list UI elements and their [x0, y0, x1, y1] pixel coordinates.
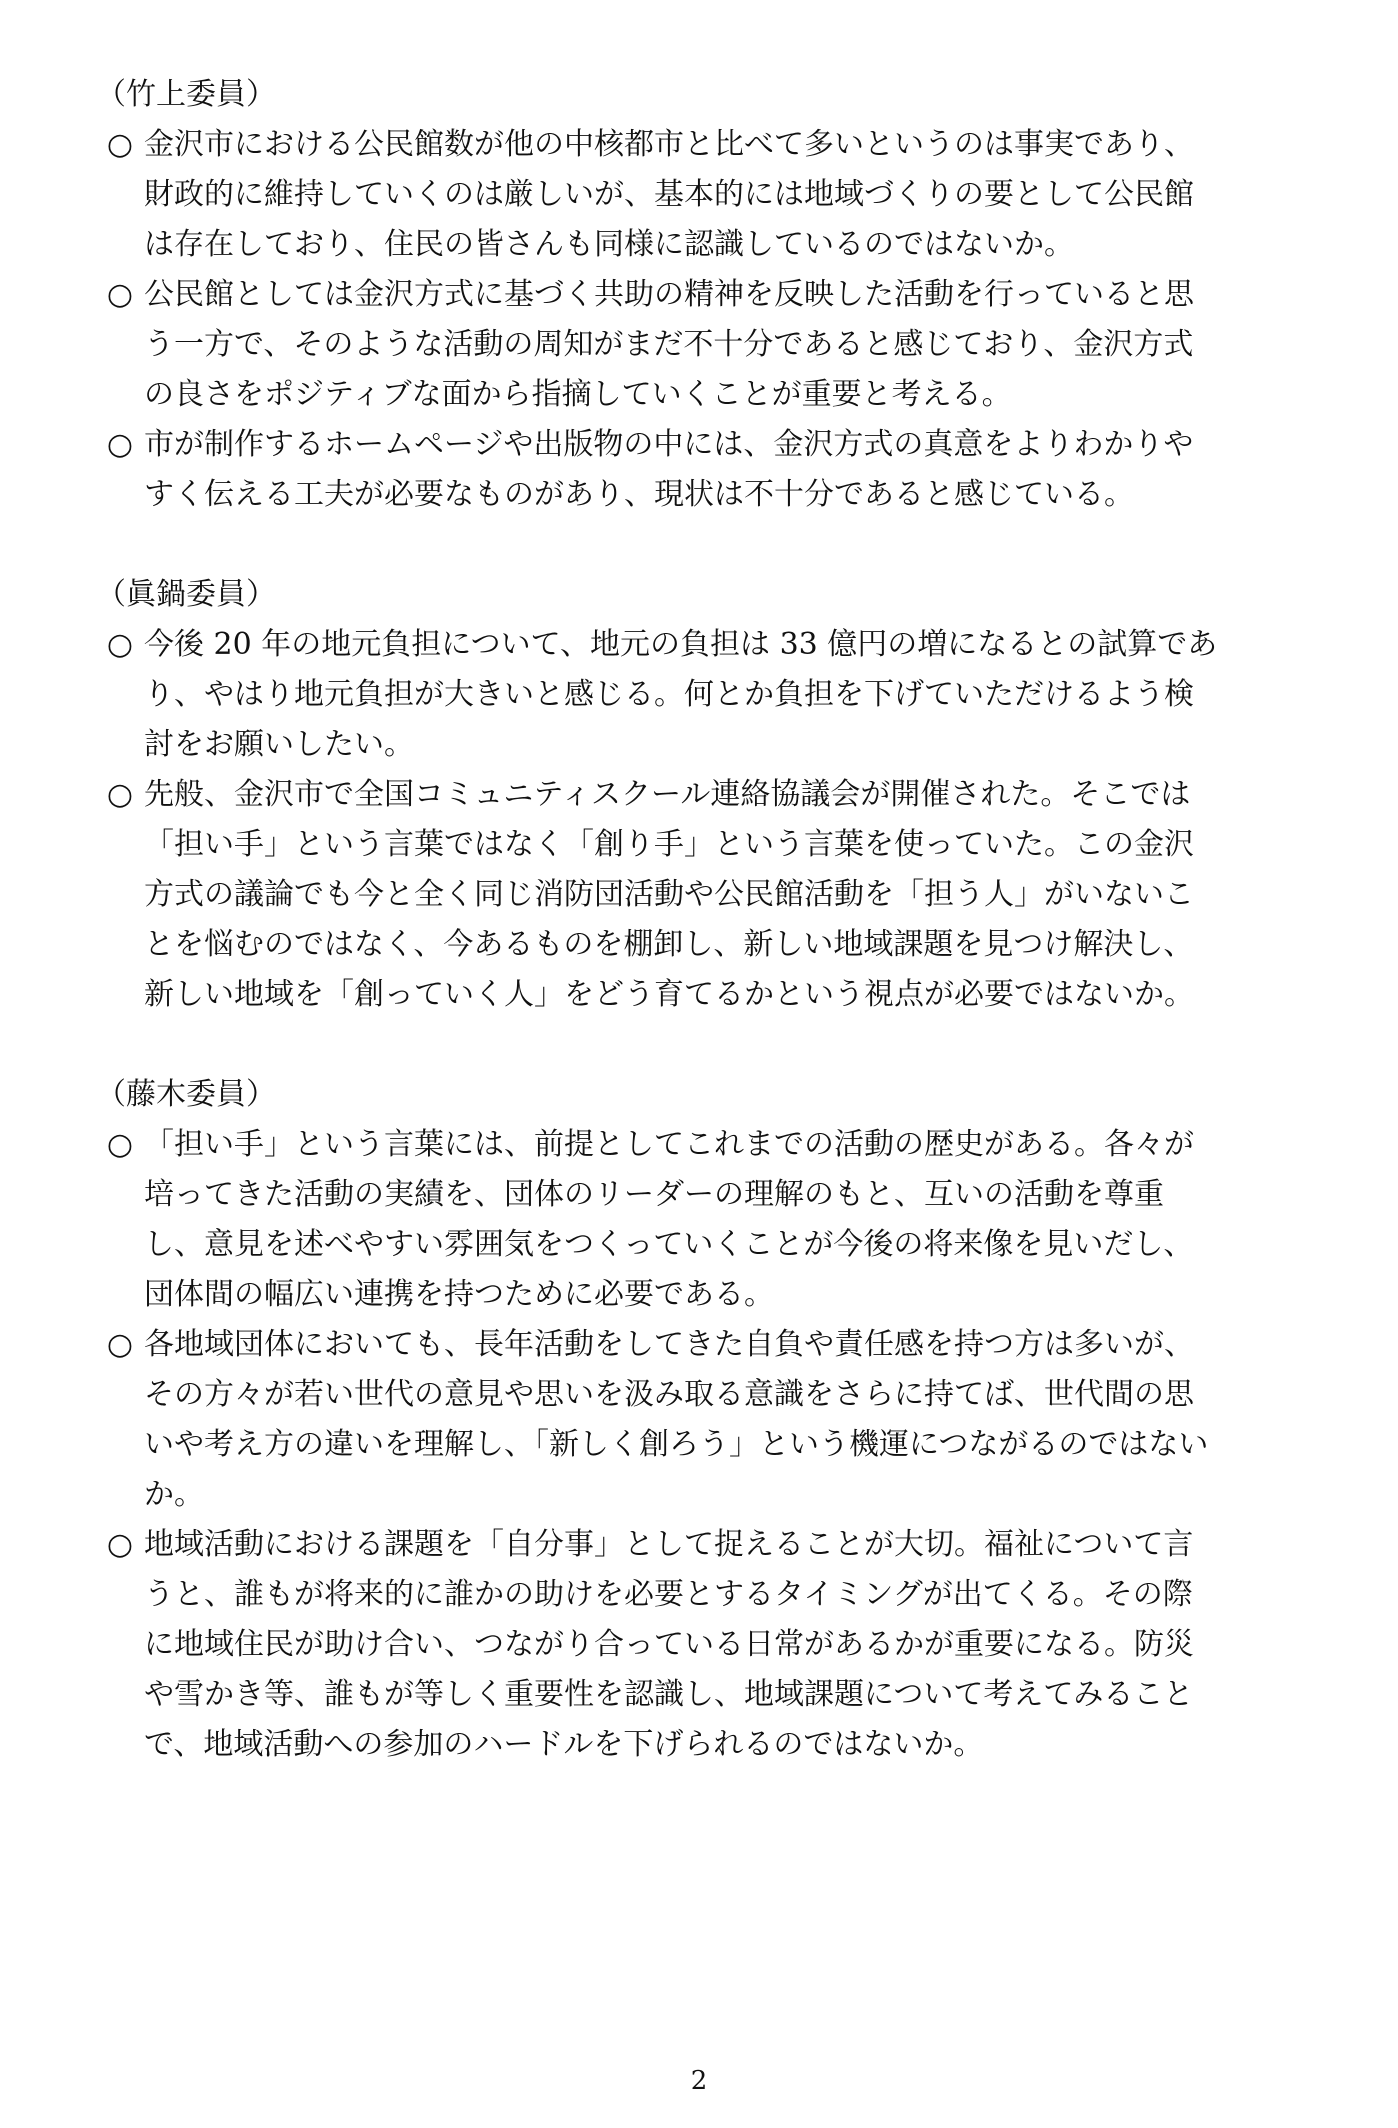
comment-item: [96, 620, 1336, 770]
comment-line: いや考え方の違いを理解し、「新しく創ろう」という機運につながるのではない: [144, 1427, 1209, 1462]
comment-item: [96, 120, 1336, 270]
comment-text: [144, 1120, 1336, 1320]
comment-line: に地域住民が助け合い、つながり合っている日常があるかが重要になる。防災: [144, 1627, 1194, 1662]
comment-line: で、地域活動への参加のハードルを下げられるのではないか。: [144, 1727, 984, 1762]
circle-bullet-icon: ○: [106, 127, 134, 162]
circle-bullet-icon: ○: [106, 1327, 134, 1362]
comment-line: うと、誰もが将来的に誰かの助けを必要とするタイミングが出てくる。その際: [144, 1577, 1193, 1612]
comment-line: 財政的に維持していくのは厳しいが、基本的には地域づくりの要として公民館: [144, 177, 1194, 212]
comment-line: 団体間の幅広い連携を持つために必要である。: [144, 1277, 774, 1312]
comment-line: 金沢市における公民館数が他の中核都市と比べて多いというのは事実であり、: [144, 127, 1194, 162]
comment-line: 「担い手」という言葉には、前提としてこれまでの活動の歴史がある。各々が: [144, 1127, 1194, 1162]
comment-item: [96, 1520, 1336, 1770]
comment-line: 「担い手」という言葉ではなく「創り手」という言葉を使っていた。この金沢: [144, 827, 1194, 862]
comment-text: [144, 120, 1336, 270]
comment-text: [144, 1520, 1336, 1770]
circle-bullet-icon: ○: [106, 277, 134, 312]
comment-line: し、意見を述べやすい雰囲気をつくっていくことが今後の将来像を見いだし、: [144, 1227, 1194, 1262]
page-number: 2: [690, 2066, 708, 2096]
comment-line: 培ってきた活動の実績を、団体のリーダーの理解のもと、互いの活動を尊重: [144, 1177, 1164, 1212]
speaker-heading: （竹上委員）: [96, 77, 276, 112]
comment-text: [144, 1320, 1336, 1520]
comment-line: 市が制作するホームページや出版物の中には、金沢方式の真意をよりわかりや: [144, 427, 1194, 462]
comment-line: 先般、金沢市で全国コミュニティスクール連絡協議会が開催された。そこでは: [144, 777, 1191, 812]
speaker-section: [96, 1070, 1336, 1770]
comment-item: [96, 420, 1336, 520]
comment-line: や雪かき等、誰もが等しく重要性を認識し、地域課題について考えてみること: [144, 1677, 1194, 1712]
circle-bullet-icon: ○: [106, 777, 134, 812]
comment-item: [96, 1120, 1336, 1320]
comment-line: とを悩むのではなく、今あるものを棚卸し、新しい地域課題を見つけ解決し、: [144, 927, 1194, 962]
comment-line: り、やはり地元負担が大きいと感じる。何とか負担を下げていただけるよう検: [144, 677, 1194, 712]
comment-item: [96, 1320, 1336, 1520]
comment-line: 公民館としては金沢方式に基づく共助の精神を反映した活動を行っていると思: [144, 277, 1194, 312]
minutes-body: [96, 70, 1336, 1770]
comment-line: すく伝える工夫が必要なものがあり、現状は不十分であると感じている。: [144, 477, 1134, 512]
comment-item: [96, 270, 1336, 420]
comment-line: 地域活動における課題を「自分事」として捉えることが大切。福祉について言: [144, 1527, 1194, 1562]
circle-bullet-icon: ○: [106, 427, 134, 462]
comment-text: [144, 770, 1336, 1020]
speaker-heading: （藤木委員）: [96, 1077, 276, 1112]
comment-line: 方式の議論でも今と全く同じ消防団活動や公民館活動を「担う人」がいないこ: [144, 877, 1194, 912]
comment-item: [96, 770, 1336, 1020]
circle-bullet-icon: ○: [106, 627, 134, 662]
comment-text: [144, 420, 1336, 520]
speaker-section: [96, 570, 1336, 1020]
comment-line: 討をお願いしたい。: [144, 727, 414, 762]
comment-line: の良さをポジティブな面から指摘していくことが重要と考える。: [144, 377, 1012, 412]
comment-line: 今後 20 年の地元負担について、地元の負担は 33 億円の増になるとの試算であ: [144, 627, 1218, 662]
comment-line: は存在しており、住民の皆さんも同様に認識しているのではないか。: [144, 227, 1074, 262]
comment-text: [144, 270, 1336, 420]
comment-line: か。: [144, 1477, 204, 1512]
speaker-section: [96, 70, 1336, 520]
comment-line: その方々が若い世代の意見や思いを汲み取る意識をさらに持てば、世代間の思: [144, 1377, 1194, 1412]
speaker-heading: （眞鍋委員）: [96, 577, 276, 612]
comment-line: 各地域団体においても、長年活動をしてきた自負や責任感を持つ方は多いが、: [144, 1327, 1194, 1362]
circle-bullet-icon: ○: [106, 1527, 134, 1562]
comment-text: [144, 620, 1336, 770]
circle-bullet-icon: ○: [106, 1127, 134, 1162]
comment-line: う一方で、そのような活動の周知がまだ不十分であると感じており、金沢方式: [144, 327, 1194, 362]
comment-line: 新しい地域を「創っていく人」をどう育てるかという視点が必要ではないか。: [144, 977, 1194, 1012]
